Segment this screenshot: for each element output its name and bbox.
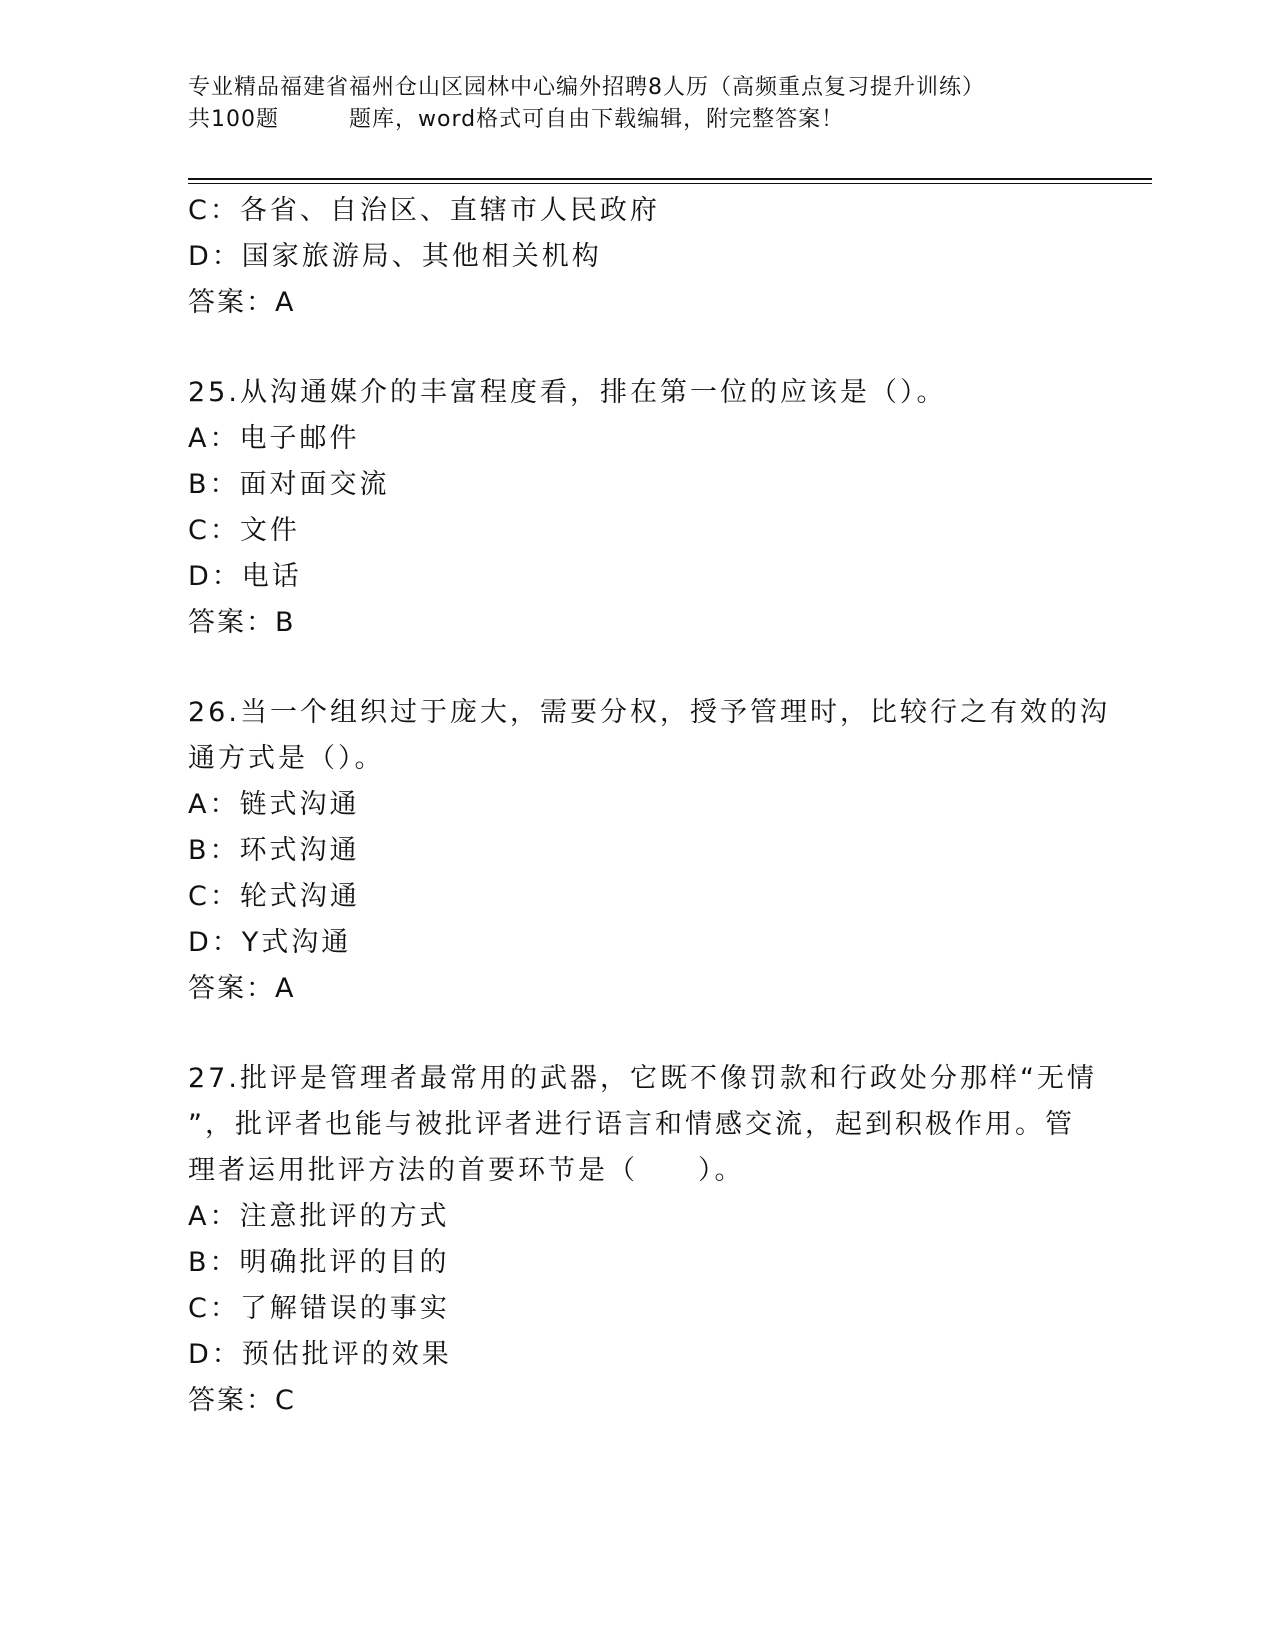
question-list [188, 188, 1110, 1424]
option-c: C：了解错误的事实 [188, 1293, 450, 1324]
answer-line: 答案：A [188, 973, 296, 1004]
document-header [188, 72, 1148, 136]
option-b: B：明确批评的目的 [188, 1247, 450, 1278]
question-27 [188, 1056, 1097, 1424]
question-stem: 27.批评是管理者最常用的武器，它既不像罚款和行政处分那样“无情 [188, 1063, 1097, 1094]
option-d: D：Y式沟通 [188, 927, 352, 958]
option-a: A：注意批评的方式 [188, 1201, 450, 1232]
question-stem: 26.当一个组织过于庞大，需要分权，授予管理时，比较行之有效的沟 [188, 697, 1110, 728]
option-c: C：文件 [188, 515, 300, 546]
answer-line: 答案：A [188, 287, 296, 318]
question-26 [188, 690, 1110, 1012]
option-d: D：预估批评的效果 [188, 1339, 452, 1370]
header-description: 题库，word格式可自由下载编辑，附完整答案！ [349, 107, 845, 132]
option-a: A：电子邮件 [188, 423, 360, 454]
header-subtitle [188, 104, 1148, 136]
header-divider-thick [188, 178, 1152, 180]
header-title: 专业精品福建省福州仓山区园林中心编外招聘8人历（高频重点复习提升训练） [188, 75, 985, 100]
option-c: C：轮式沟通 [188, 881, 360, 912]
answer-line: 答案：C [188, 1385, 296, 1416]
question-25 [188, 370, 1088, 646]
header-count: 共100题 [188, 107, 279, 132]
question-stem-cont: 通方式是（）。 [188, 743, 385, 774]
header-divider-thin [188, 183, 1152, 184]
option-d: D：电话 [188, 561, 302, 592]
option-b: B：面对面交流 [188, 469, 390, 500]
question-stem-cont: 理者运用批评方法的首要环节是（ ）。 [188, 1155, 745, 1186]
option-d: D：国家旅游局、其他相关机构 [188, 241, 602, 272]
option-a: A：链式沟通 [188, 789, 360, 820]
question-stem: 25.从沟通媒介的丰富程度看，排在第一位的应该是（）。 [188, 377, 947, 408]
answer-line: 答案：B [188, 607, 296, 638]
option-b: B：环式沟通 [188, 835, 360, 866]
option-c: C：各省、自治区、直辖市人民政府 [188, 195, 660, 226]
question-24-continuation [188, 188, 1088, 326]
question-stem-cont: ”，批评者也能与被批评者进行语言和情感交流，起到积极作用。管 [188, 1109, 1075, 1140]
